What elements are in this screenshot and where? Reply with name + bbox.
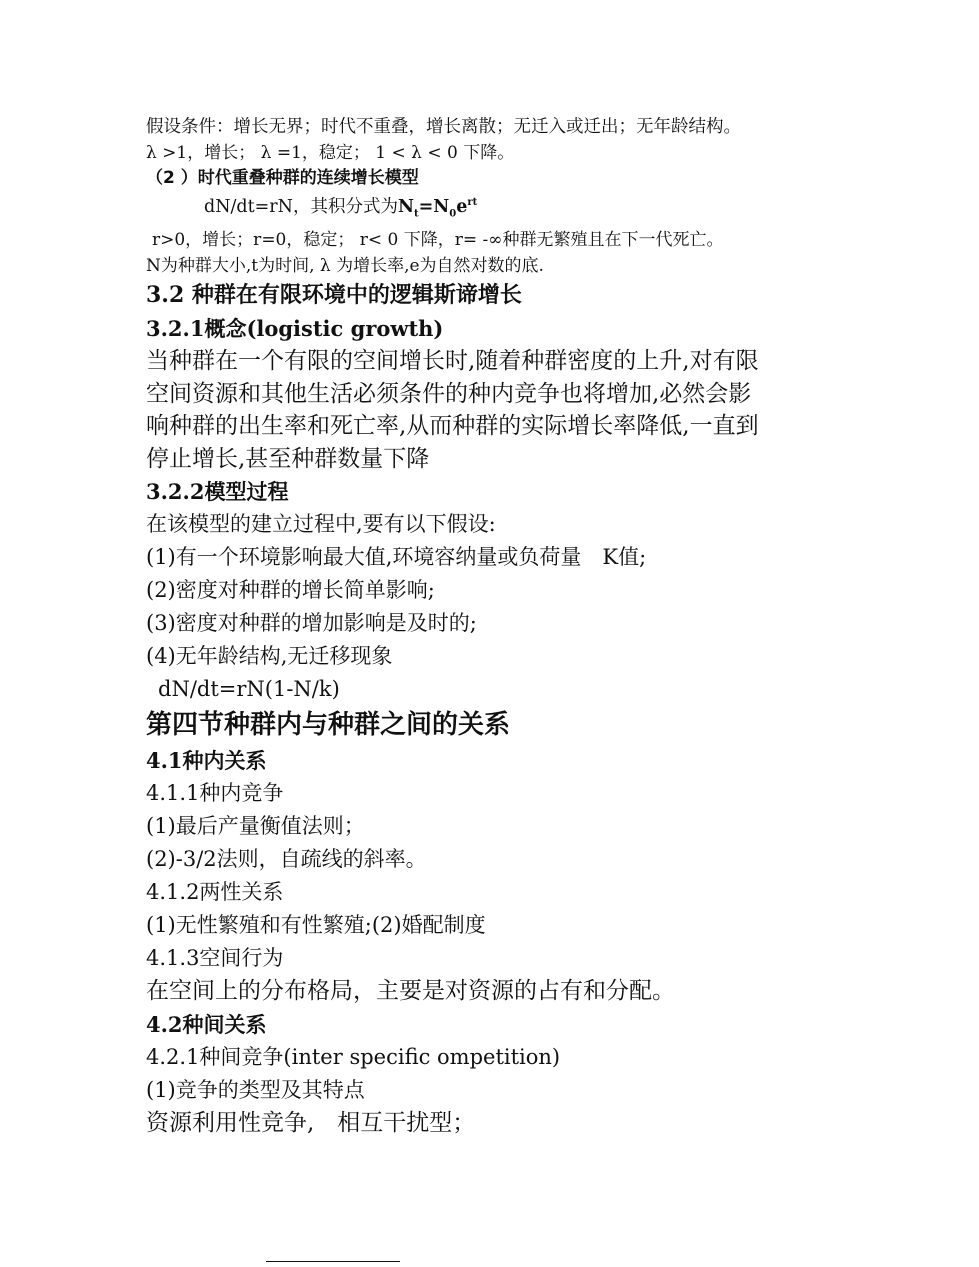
list-item-reproduction: (1)无性繁殖和有性繁殖;(2)婚配制度: [146, 913, 486, 938]
integral-formula-line: [146, 190, 846, 227]
subsection-heading-3-2-2: 3.2.2模型过程: [146, 479, 289, 505]
section-heading-4-1: 4.1种内关系: [146, 748, 267, 774]
subsection-4-1-3: 4.1.3空间行为: [146, 946, 284, 971]
assumption-item-4: (4)无年龄结构,无迁移现象: [146, 644, 393, 669]
r-condition-line: r>0，增长；r=0，稳定； r< 0 下降，r= -∞种群无繁殖且在下一代死亡。: [152, 230, 724, 251]
assumption-item-1: (1)有一个环境影响最大值,环境容纳量或负荷量 K值;: [146, 545, 647, 570]
subsection-4-2-1: 4.2.1种间竞争(inter specific ompetition): [146, 1044, 561, 1069]
footnote-separator: [266, 1261, 400, 1262]
differential-equation: dN/dt=rN，其积分式为: [204, 196, 398, 217]
list-item-final-yield: (1)最后产量衡值法则；: [146, 814, 365, 839]
section-heading-4-2: 4.2种间关系: [146, 1011, 267, 1037]
body-paragraph-line-4: 停止增长,甚至种群数量下降: [146, 445, 430, 472]
body-paragraph-line-2: 空间资源和其他生活必须条件的种内竞争也将增加,必然会影: [146, 380, 752, 407]
variable-definition-line: N为种群大小,t为时间, λ 为增长率,e为自然对数的底.: [146, 256, 544, 277]
chapter-heading-4: 第四节种群内与种群之间的关系: [146, 710, 511, 741]
assumption-item-2: (2)密度对种群的增长简单影响;: [146, 578, 435, 603]
body-paragraph-line-1: 当种群在一个有限的空间增长时,随着种群密度的上升,对有限: [146, 348, 759, 375]
integral-formula: $N_t=N_0e^{rt}$: [398, 196, 478, 220]
assumption-item-3: (3)密度对种群的增加影响是及时的;: [146, 611, 477, 636]
subsection-4-1-1: 4.1.1种内竞争: [146, 781, 284, 806]
competition-types-line: 资源利用性竞争, 相互干扰型；: [146, 1109, 476, 1136]
logistic-equation: dN/dt=rN(1-N/k): [158, 677, 340, 702]
competition-types-item: (1)竞争的类型及其特点: [146, 1077, 365, 1102]
subsection-4-1-2: 4.1.2两性关系: [146, 880, 284, 905]
spatial-distribution-line: 在空间上的分布格局，主要是对资源的占有和分配。: [146, 978, 675, 1005]
assumptions-intro: 在该模型的建立过程中,要有以下假设:: [146, 512, 496, 537]
list-item-self-thinning: (2)-3/2法则，自疏线的斜率。: [146, 847, 427, 872]
body-paragraph-line-3: 响种群的出生率和死亡率,从而种群的实际增长率降低,一直到: [146, 413, 759, 440]
document-page: [146, 114, 846, 1139]
subsection-heading-3-2-1: 3.2.1概念(logistic growth): [146, 316, 444, 342]
assumption-line: 假设条件：增长无界；时代不重叠，增长离散；无迁入或迁出；无年龄结构。: [146, 117, 741, 137]
section-heading-3-2: 3.2 种群在有限环境中的逻辑斯谛增长: [146, 282, 522, 309]
lambda-condition-line: λ >1，增长； λ =1，稳定； 1 < λ < 0 下降。: [146, 143, 515, 163]
continuous-model-heading: （2 ）时代重叠种群的连续增长模型: [146, 168, 419, 188]
